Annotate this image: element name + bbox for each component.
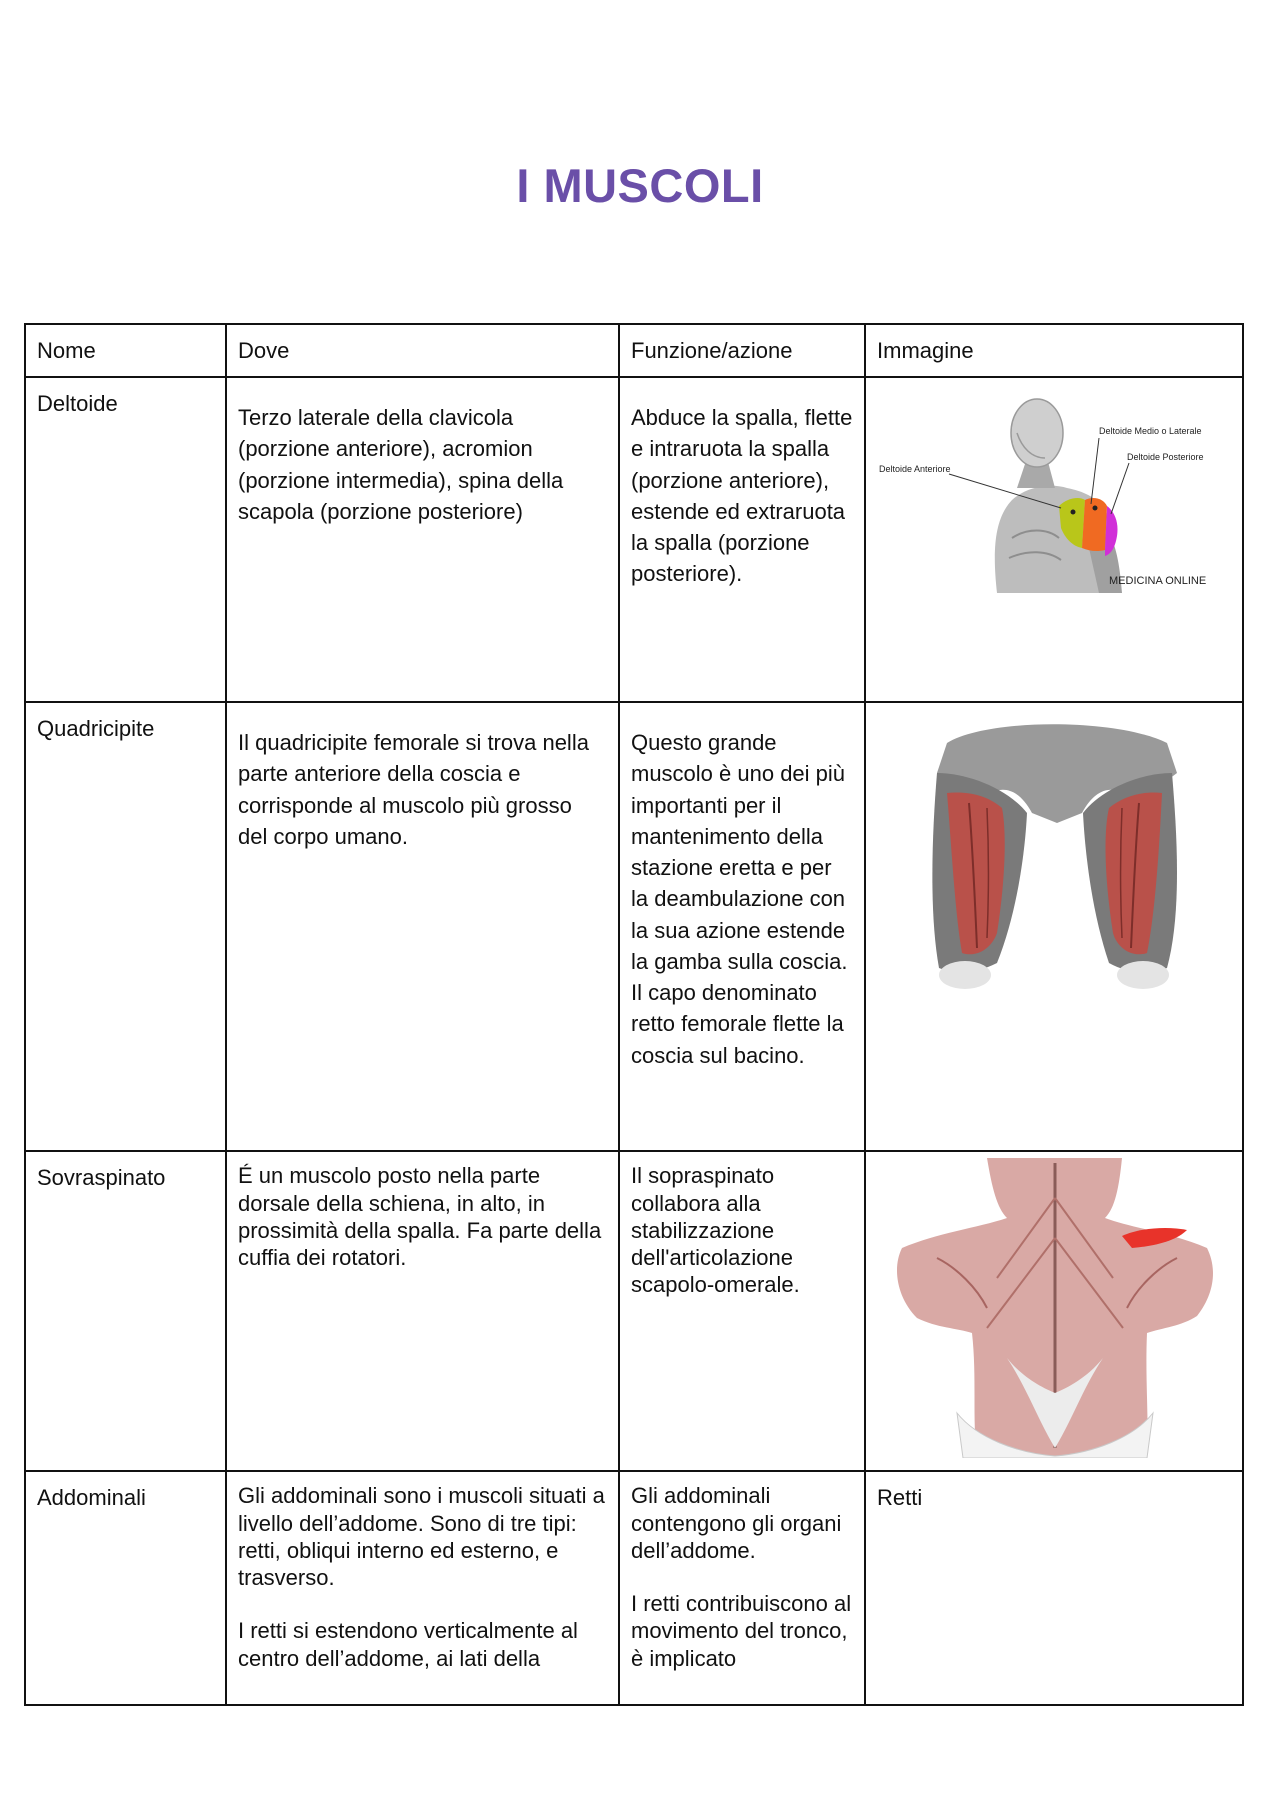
cell-where: É un muscolo posto nella parte dorsale della schiena, in alto, in prossimità della spalla. Fa parte della cuffia dei rotatori. [226, 1151, 619, 1471]
cell-image-text: Retti [865, 1471, 1243, 1705]
cell-name: Quadricipite [25, 702, 226, 1151]
where-paragraph-2: I retti si estendono verticalmente al centro dell’addome, ai lati della [238, 1618, 578, 1671]
cell-image [865, 702, 1243, 1151]
muscles-table [24, 323, 1244, 1706]
cell-image [865, 377, 1243, 702]
label-deltoide-anteriore: Deltoide Anteriore [879, 464, 951, 475]
cell-function: Questo grande muscolo è uno dei più importanti per il mantenimento della stazione eretta e per la deambulazione con la sua azione estende la gamba sulla coscia. Il capo denominato retto femorale flette la coscia sul bacino. [619, 702, 865, 1151]
cell-name: Sovraspinato [25, 1151, 226, 1471]
cell-where: Il quadricipite femorale si trova nella parte anteriore della coscia e corrisponde al muscolo più grosso del corpo umano. [226, 702, 619, 1151]
header-nome: Nome [25, 324, 226, 377]
table-header-row [25, 324, 1243, 377]
cell-function [619, 1471, 865, 1705]
cell-image [865, 1151, 1243, 1471]
brand-text: MEDICINA ONLINE [1109, 575, 1207, 588]
cell-where [226, 1471, 619, 1705]
header-dove: Dove [226, 324, 619, 377]
label-deltoide-medio: Deltoide Medio o Laterale [1099, 426, 1202, 437]
table-row [25, 702, 1243, 1151]
page-title: I MUSCOLI [516, 159, 764, 212]
header-funzione: Funzione/azione [619, 324, 865, 377]
header-immagine: Immagine [865, 324, 1243, 377]
cell-where: Terzo laterale della clavicola (porzione anteriore), acromion (porzione intermedia), spina della scapola (porzione posteriore) [226, 377, 619, 702]
where-paragraph-1: Gli addominali sono i muscoli situati a livello dell’addome. Sono di tre tipi: retti, obliqui interno ed esterno, e trasverso. [238, 1483, 605, 1591]
function-paragraph-2: I retti contribuiscono al movimento del tronco, è implicato [631, 1591, 852, 1671]
deltoid-illustration [877, 388, 1231, 593]
function-paragraph-1: Gli addominali contengono gli organi dell’addome. [631, 1483, 842, 1563]
table-row [25, 1471, 1243, 1705]
cell-function: Il sopraspinato collabora alla stabilizzazione dell'articolazione scapolo-omerale. [619, 1151, 865, 1471]
supraspinatus-illustration [877, 1158, 1231, 1458]
cell-function: Abduce la spalla, flette e intraruota la spalla (porzione anteriore), estende ed extraruota la spalla (porzione posteriore). [619, 377, 865, 702]
quadriceps-illustration [877, 713, 1231, 1003]
cell-name: Deltoide [25, 377, 226, 702]
label-deltoide-posteriore: Deltoide Posteriore [1127, 452, 1204, 463]
cell-name: Addominali [25, 1471, 226, 1705]
table-row [25, 377, 1243, 702]
table-row [25, 1151, 1243, 1471]
